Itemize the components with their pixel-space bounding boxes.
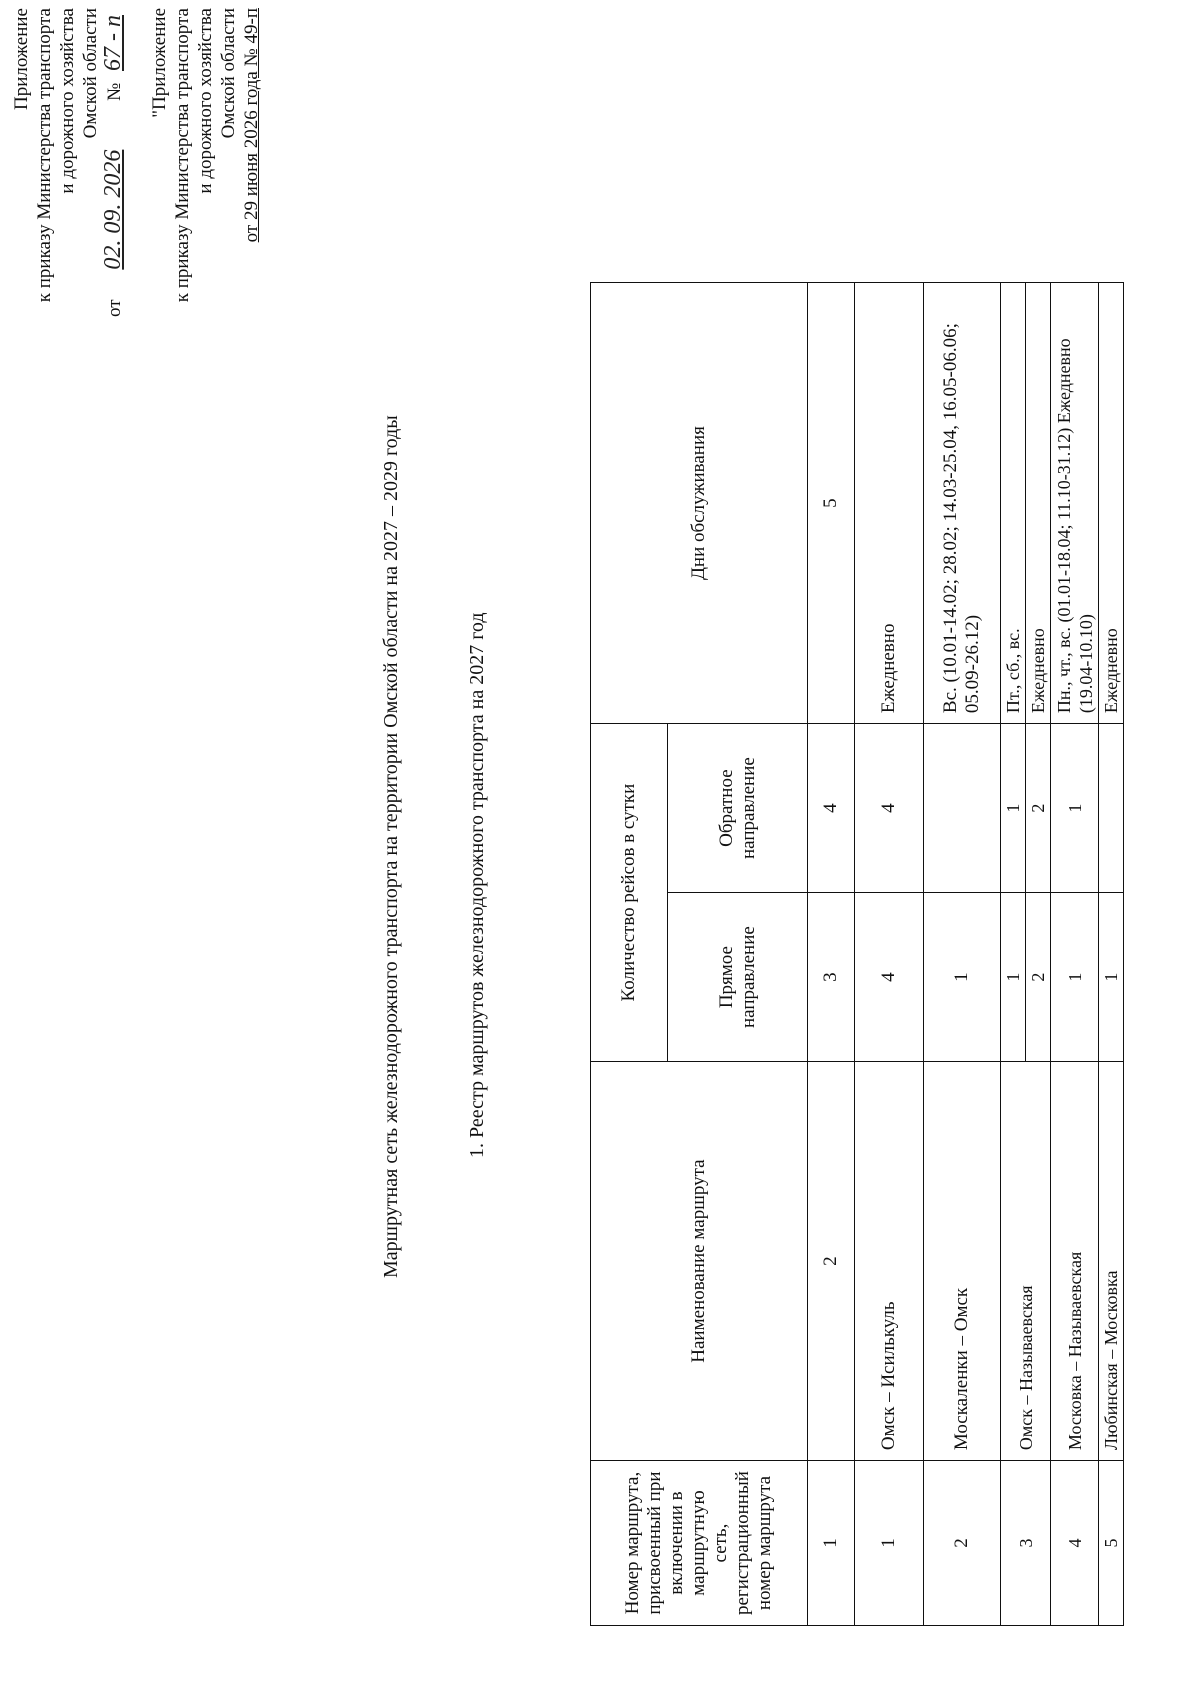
forward-trips: 1 <box>924 893 1001 1062</box>
colnum-5: 5 <box>808 283 855 724</box>
header-trips-per-day: Количество рейсов в сутки <box>591 724 668 1062</box>
table-row <box>1099 283 1124 1626</box>
service-days: Пн., чт., вс. (01.01-18.04; 11.10-31.12) Ежедневно (19.04-10.10) <box>1051 283 1099 724</box>
forward-trips: 4 <box>855 893 924 1062</box>
backward-trips: 2 <box>1026 724 1051 893</box>
table-row <box>924 283 1001 1626</box>
forward-trips: 2 <box>1026 893 1051 1062</box>
table-row <box>855 283 924 1626</box>
backward-trips: 1 <box>1051 724 1099 893</box>
appendix2-line1: "Приложение <box>149 8 170 118</box>
appendix2-block <box>148 8 263 428</box>
appendix2-line3: и дорожного хозяйства <box>195 8 216 194</box>
appendix1-line4: Омской области <box>80 8 101 139</box>
table-header-row <box>591 283 668 1626</box>
appendix2-line5: от 29 июня 2026 года № 49-п <box>241 8 262 243</box>
colnum-2: 2 <box>808 1062 855 1461</box>
colnum-4: 4 <box>808 724 855 893</box>
backward-trips <box>924 724 1001 893</box>
colnum-3: 3 <box>808 893 855 1062</box>
forward-trips: 1 <box>1051 893 1099 1062</box>
document-title: Маршрутная сеть железнодорожного транспорта на территории Омской области на 2027 – 2029 годы <box>380 415 402 1278</box>
forward-trips: 1 <box>1099 893 1124 1062</box>
route-number: 5 <box>1099 1461 1124 1626</box>
route-number: 2 <box>924 1461 1001 1626</box>
appendix2-line2: к приказу Министерства транспорта <box>172 8 193 303</box>
appendix1-block <box>10 8 126 428</box>
header-route-name: Наименование маршрута <box>591 1062 808 1461</box>
from-prefix: от <box>104 299 125 317</box>
backward-trips: 1 <box>1001 724 1026 893</box>
header-forward: Прямое направление <box>668 893 808 1062</box>
appendix1-line3: и дорожного хозяйства <box>57 8 78 194</box>
header-route-number: Номер маршрута, присвоенный при включении в маршрутную сеть, регистрационный номер маршрута <box>591 1461 808 1626</box>
header-service-days: Дни обслуживания <box>591 283 808 724</box>
colnum-1: 1 <box>808 1461 855 1626</box>
backward-trips: 4 <box>855 724 924 893</box>
column-numbers-row <box>808 283 855 1626</box>
route-number: 3 <box>1001 1461 1051 1626</box>
handwritten-number: 67 - п <box>100 15 126 71</box>
service-days: Вс. (10.01-14.02; 28.02; 14.03-25.04, 16.05-06.06; 05.09-26.12) <box>924 283 1001 724</box>
route-name: Омск – Исилькуль <box>855 1062 924 1461</box>
route-name: Омск – Называевская <box>1001 1062 1051 1461</box>
service-days: Пт., сб., вс. <box>1001 283 1026 724</box>
route-name: Московка – Называевская <box>1051 1062 1099 1461</box>
service-days: Ежедневно <box>1099 283 1124 724</box>
appendix1-line1: Приложение <box>11 8 32 110</box>
routes-table <box>590 282 1124 1626</box>
table-row <box>1051 283 1099 1626</box>
route-number: 4 <box>1051 1461 1099 1626</box>
service-days: Ежедневно <box>855 283 924 724</box>
appendix1-line2: к приказу Министерства транспорта <box>34 8 55 303</box>
service-days: Ежедневно <box>1026 283 1051 724</box>
header-backward: Обратное направление <box>668 724 808 893</box>
route-name: Любинская – Московка <box>1099 1062 1124 1461</box>
backward-trips <box>1099 724 1124 893</box>
handwritten-date: 02. 09. 2026 <box>100 149 126 270</box>
forward-trips: 1 <box>1001 893 1026 1062</box>
number-prefix: № <box>104 82 125 101</box>
route-name: Москаленки – Омск <box>924 1062 1001 1461</box>
document-subtitle: 1. Реестр маршрутов железнодорожного транспорта на 2027 год <box>466 612 488 1158</box>
table-row <box>1001 283 1026 1626</box>
appendix2-line4: Омской области <box>218 8 239 139</box>
route-number: 1 <box>855 1461 924 1626</box>
appendix1-date-line <box>102 8 126 428</box>
